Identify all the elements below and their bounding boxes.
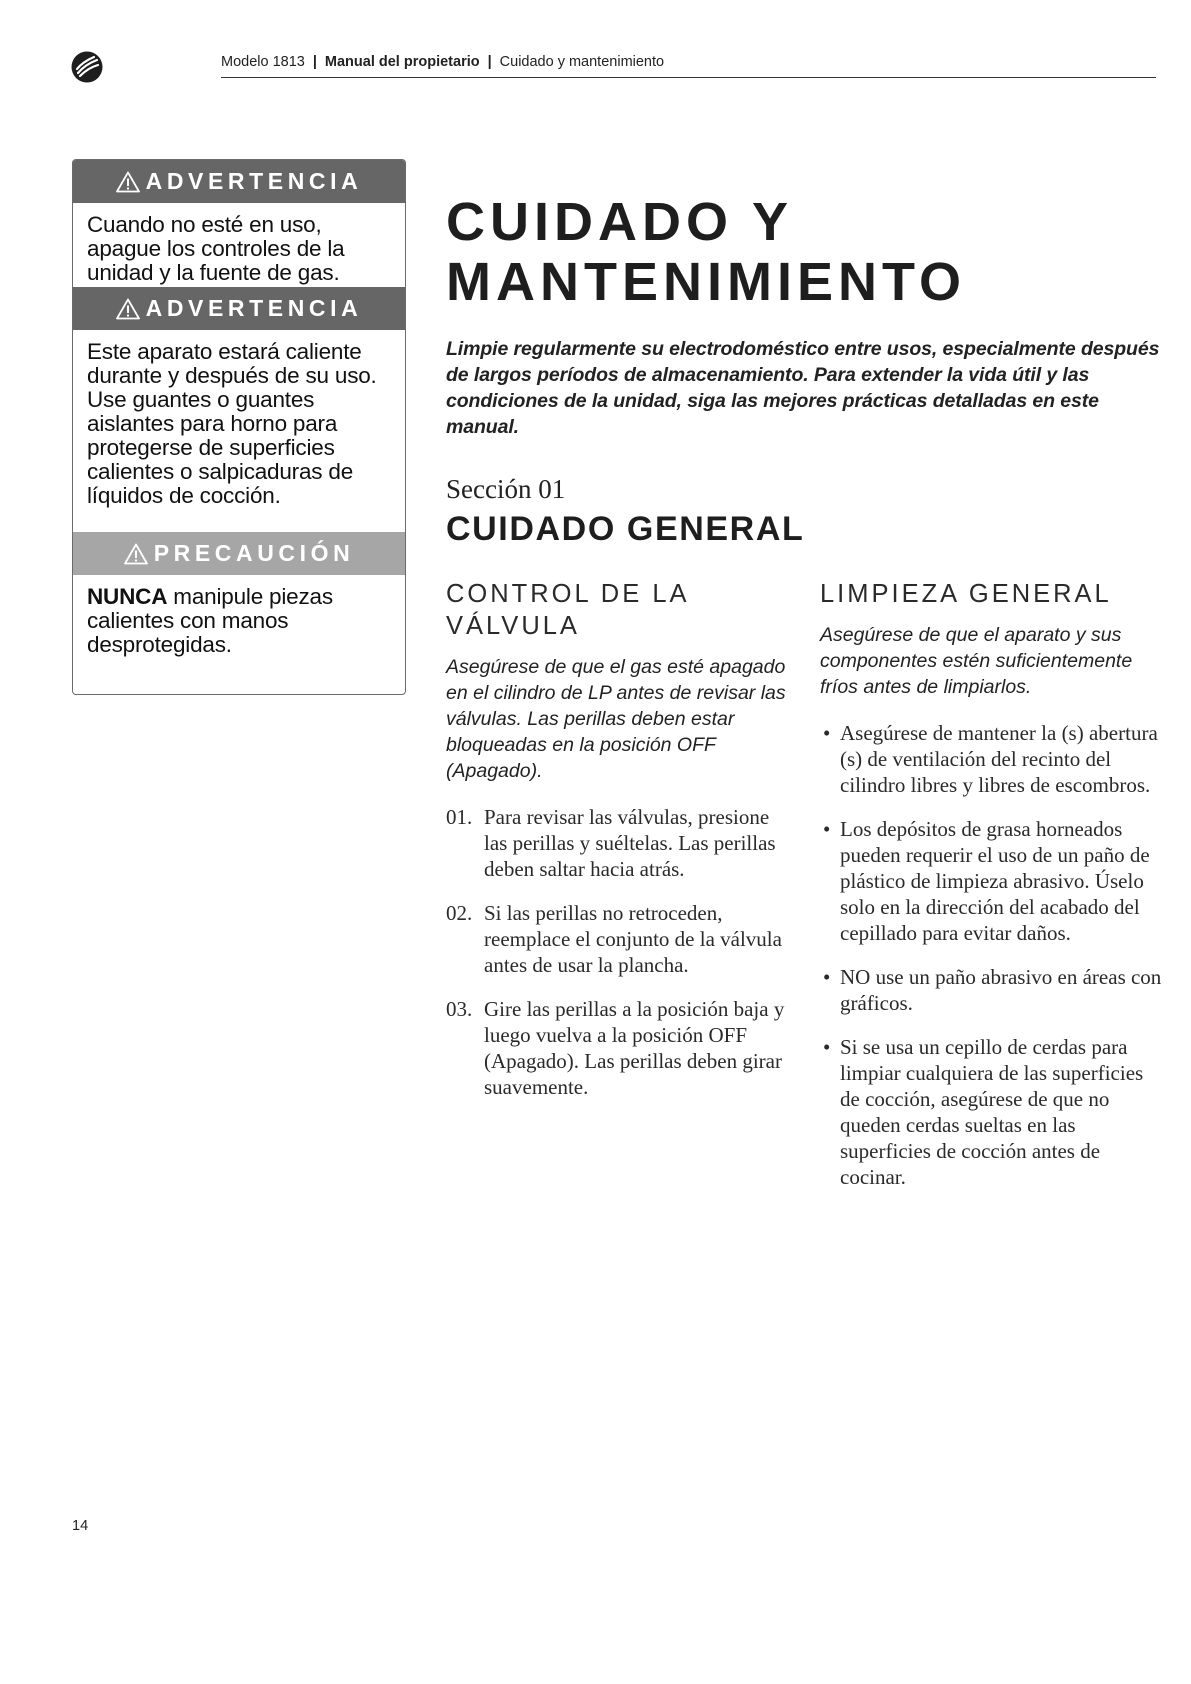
- list-item: [820, 720, 1165, 798]
- bullet: •: [823, 1035, 831, 1059]
- valve-control-section: [446, 578, 791, 1118]
- tip-text: NO use un paño abrasivo en áreas con gráficos.: [840, 965, 1162, 1015]
- step-number: 01.: [446, 805, 473, 829]
- general-cleaning-heading: LIMPIEZA GENERAL: [820, 580, 1112, 608]
- brand-logo-icon: [71, 51, 103, 83]
- step-text: Gire las perillas a la posición baja y luego vuelva a la posición OFF (Apagado). Las perillas deben girar suavemente.: [484, 997, 785, 1099]
- valve-control-heading-line2: VÁLVULA: [446, 612, 580, 640]
- step-number: 03.: [446, 997, 473, 1021]
- bullet: •: [823, 817, 831, 841]
- caution-emphasis: NUNCA: [87, 584, 168, 609]
- list-item: [446, 900, 791, 978]
- step-text: Si las perillas no retroceden, reemplace el conjunto de la válvula antes de usar la plancha.: [484, 901, 782, 977]
- valve-control-heading: [446, 578, 791, 642]
- step-number: 02.: [446, 901, 473, 925]
- caution-heading-text: PRECAUCIÓN: [153, 540, 355, 566]
- safety-warnings-box: [72, 159, 406, 695]
- caution-text-rest: manipule piezas calientes con manos desprotegidas.: [87, 584, 333, 657]
- section-title: CUIDADO GENERAL: [446, 510, 805, 548]
- step-text: Para revisar las válvulas, presione las perillas y suéltelas. Las perillas deben saltar hacia atrás.: [484, 805, 776, 881]
- bullet: •: [823, 721, 831, 745]
- section-label: Sección 01: [446, 474, 566, 504]
- header-model: Modelo 1813: [221, 54, 305, 70]
- cleaning-tips-list: [820, 720, 1165, 1190]
- warning-text: Este aparato estará caliente durante y después de su uso. Use guantes o guantes aislantes para horno para protegerse de superficies calientes o salpicaduras de líquidos de cocción.: [87, 339, 377, 508]
- page-title-line2: MANTENIMIENTO: [446, 252, 966, 312]
- caution-text: [73, 575, 405, 669]
- page-title: [446, 192, 1166, 312]
- warning-heading: [73, 160, 405, 203]
- caution-heading: [73, 532, 405, 575]
- intro-paragraph: Limpie regularmente su electrodoméstico entre usos, especialmente después de largos períodos de almacenamiento. Para extender la vida útil y las condiciones de la unidad, siga las mejores prácticas detalladas en este manual.: [446, 338, 1160, 438]
- list-item: [446, 804, 791, 882]
- header-manual: Manual del propietario: [324, 54, 480, 70]
- list-item: [820, 964, 1165, 1016]
- page-number: 14: [72, 1518, 89, 1534]
- list-item: [820, 1034, 1165, 1190]
- page-header: [221, 54, 1151, 70]
- warning-triangle-icon: [116, 298, 140, 320]
- tip-text: Asegúrese de mantener la (s) abertura (s) de ventilación del recinto del cilindro libres y libres de escombros.: [840, 721, 1158, 797]
- warning-heading-text: ADVERTENCIA: [145, 168, 363, 194]
- valve-steps-list: [446, 804, 791, 1100]
- list-item: [820, 816, 1165, 946]
- list-item: [446, 996, 791, 1100]
- warning-triangle-icon: [116, 171, 140, 193]
- header-divider: [221, 77, 1156, 78]
- general-cleaning-lead: Asegúrese de que el aparato y sus componentes estén suficientemente fríos antes de limpiarlos.: [820, 624, 1133, 698]
- valve-control-heading-line1: CONTROL DE LA: [446, 580, 690, 608]
- warning-heading-text: ADVERTENCIA: [145, 295, 363, 321]
- tip-text: Si se usa un cepillo de cerdas para limpiar cualquiera de las superficies de cocción, asegúrese de que no queden cerdas sueltas en las superficies de cocción antes de cocinar.: [840, 1035, 1144, 1189]
- tip-text: Los depósitos de grasa horneados pueden requerir el uso de un paño de plástico de limpieza abrasivo. Úselo solo en la dirección del acabado del cepillado para evitar daños.: [840, 817, 1150, 945]
- warning-text: Cuando no esté en uso, apague los controles de la unidad y la fuente de gas.: [87, 212, 345, 285]
- header-separator: |: [487, 54, 492, 70]
- header-separator: |: [312, 54, 317, 70]
- bullet: •: [823, 965, 831, 989]
- header-section: Cuidado y mantenimiento: [499, 54, 665, 70]
- page-title-line1: CUIDADO Y: [446, 192, 794, 252]
- valve-control-lead: Asegúrese de que el gas esté apagado en el cilindro de LP antes de revisar las válvulas. Las perillas deben estar bloqueadas en la posición OFF (Apagado).: [446, 656, 786, 782]
- general-cleaning-section: [820, 578, 1165, 1208]
- warning-heading: [73, 287, 405, 330]
- warning-triangle-icon: [124, 543, 148, 565]
